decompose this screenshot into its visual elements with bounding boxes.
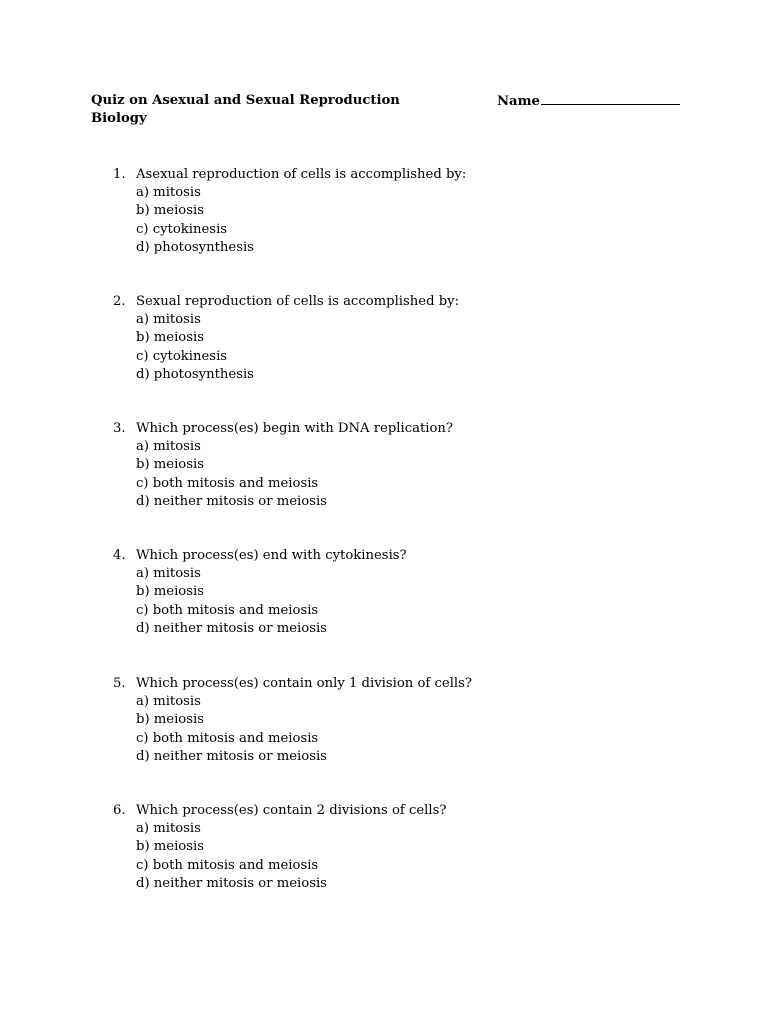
question-text: Sexual reproduction of cells is accomplished by: — [136, 294, 460, 309]
answer-option-b: b) meiosis — [136, 584, 204, 600]
question-number: 6. — [113, 803, 126, 818]
question-text: Which process(es) end with cytokinesis? — [136, 548, 407, 563]
answer-option-a: a) mitosis — [136, 185, 201, 201]
answer-option-d: d) neither mitosis or meiosis — [136, 875, 327, 891]
name-blank-line — [541, 92, 680, 105]
answer-option-b: b) meiosis — [136, 457, 204, 473]
answer-option-c: c) both mitosis and meiosis — [136, 475, 319, 491]
quiz-subject: Biology — [91, 111, 147, 126]
question-text: Asexual reproduction of cells is accomplished by: — [136, 167, 467, 182]
answer-option-b: b) meiosis — [136, 712, 204, 728]
answer-option-d: d) photosynthesis — [136, 366, 254, 382]
answer-option-c: c) cytokinesis — [136, 348, 228, 364]
answer-option-d: d) neither mitosis or meiosis — [136, 620, 327, 636]
answer-option-b: b) meiosis — [136, 330, 204, 346]
question-text: Which process(es) contain only 1 division of cells? — [136, 676, 472, 691]
answer-option-d: d) neither mitosis or meiosis — [136, 748, 327, 764]
answer-option-a: a) mitosis — [136, 821, 201, 837]
answer-option-b: b) meiosis — [136, 839, 204, 855]
answer-option-a: a) mitosis — [136, 566, 201, 582]
question-text: Which process(es) begin with DNA replication? — [136, 421, 453, 436]
answer-option-a: a) mitosis — [136, 439, 201, 455]
answer-option-c: c) both mitosis and meiosis — [136, 857, 319, 873]
answer-option-d: d) photosynthesis — [136, 239, 254, 255]
name-label: Name — [497, 94, 540, 109]
answer-option-c: c) both mitosis and meiosis — [136, 730, 319, 746]
question-text: Which process(es) contain 2 divisions of cells? — [136, 803, 447, 818]
answer-option-a: a) mitosis — [136, 312, 201, 328]
question-number: 4. — [113, 548, 126, 563]
name-field — [497, 92, 680, 111]
answer-option-b: b) meiosis — [136, 203, 204, 219]
quiz-header — [91, 92, 400, 128]
quiz-title: Quiz on Asexual and Sexual Reproduction — [91, 93, 400, 108]
question-number: 3. — [113, 421, 126, 436]
question-number: 5. — [113, 676, 126, 691]
question-number: 1. — [113, 167, 126, 182]
question-number: 2. — [113, 294, 126, 309]
answer-option-d: d) neither mitosis or meiosis — [136, 493, 327, 509]
answer-option-c: c) both mitosis and meiosis — [136, 602, 319, 618]
answer-option-a: a) mitosis — [136, 694, 201, 710]
answer-option-c: c) cytokinesis — [136, 221, 228, 237]
